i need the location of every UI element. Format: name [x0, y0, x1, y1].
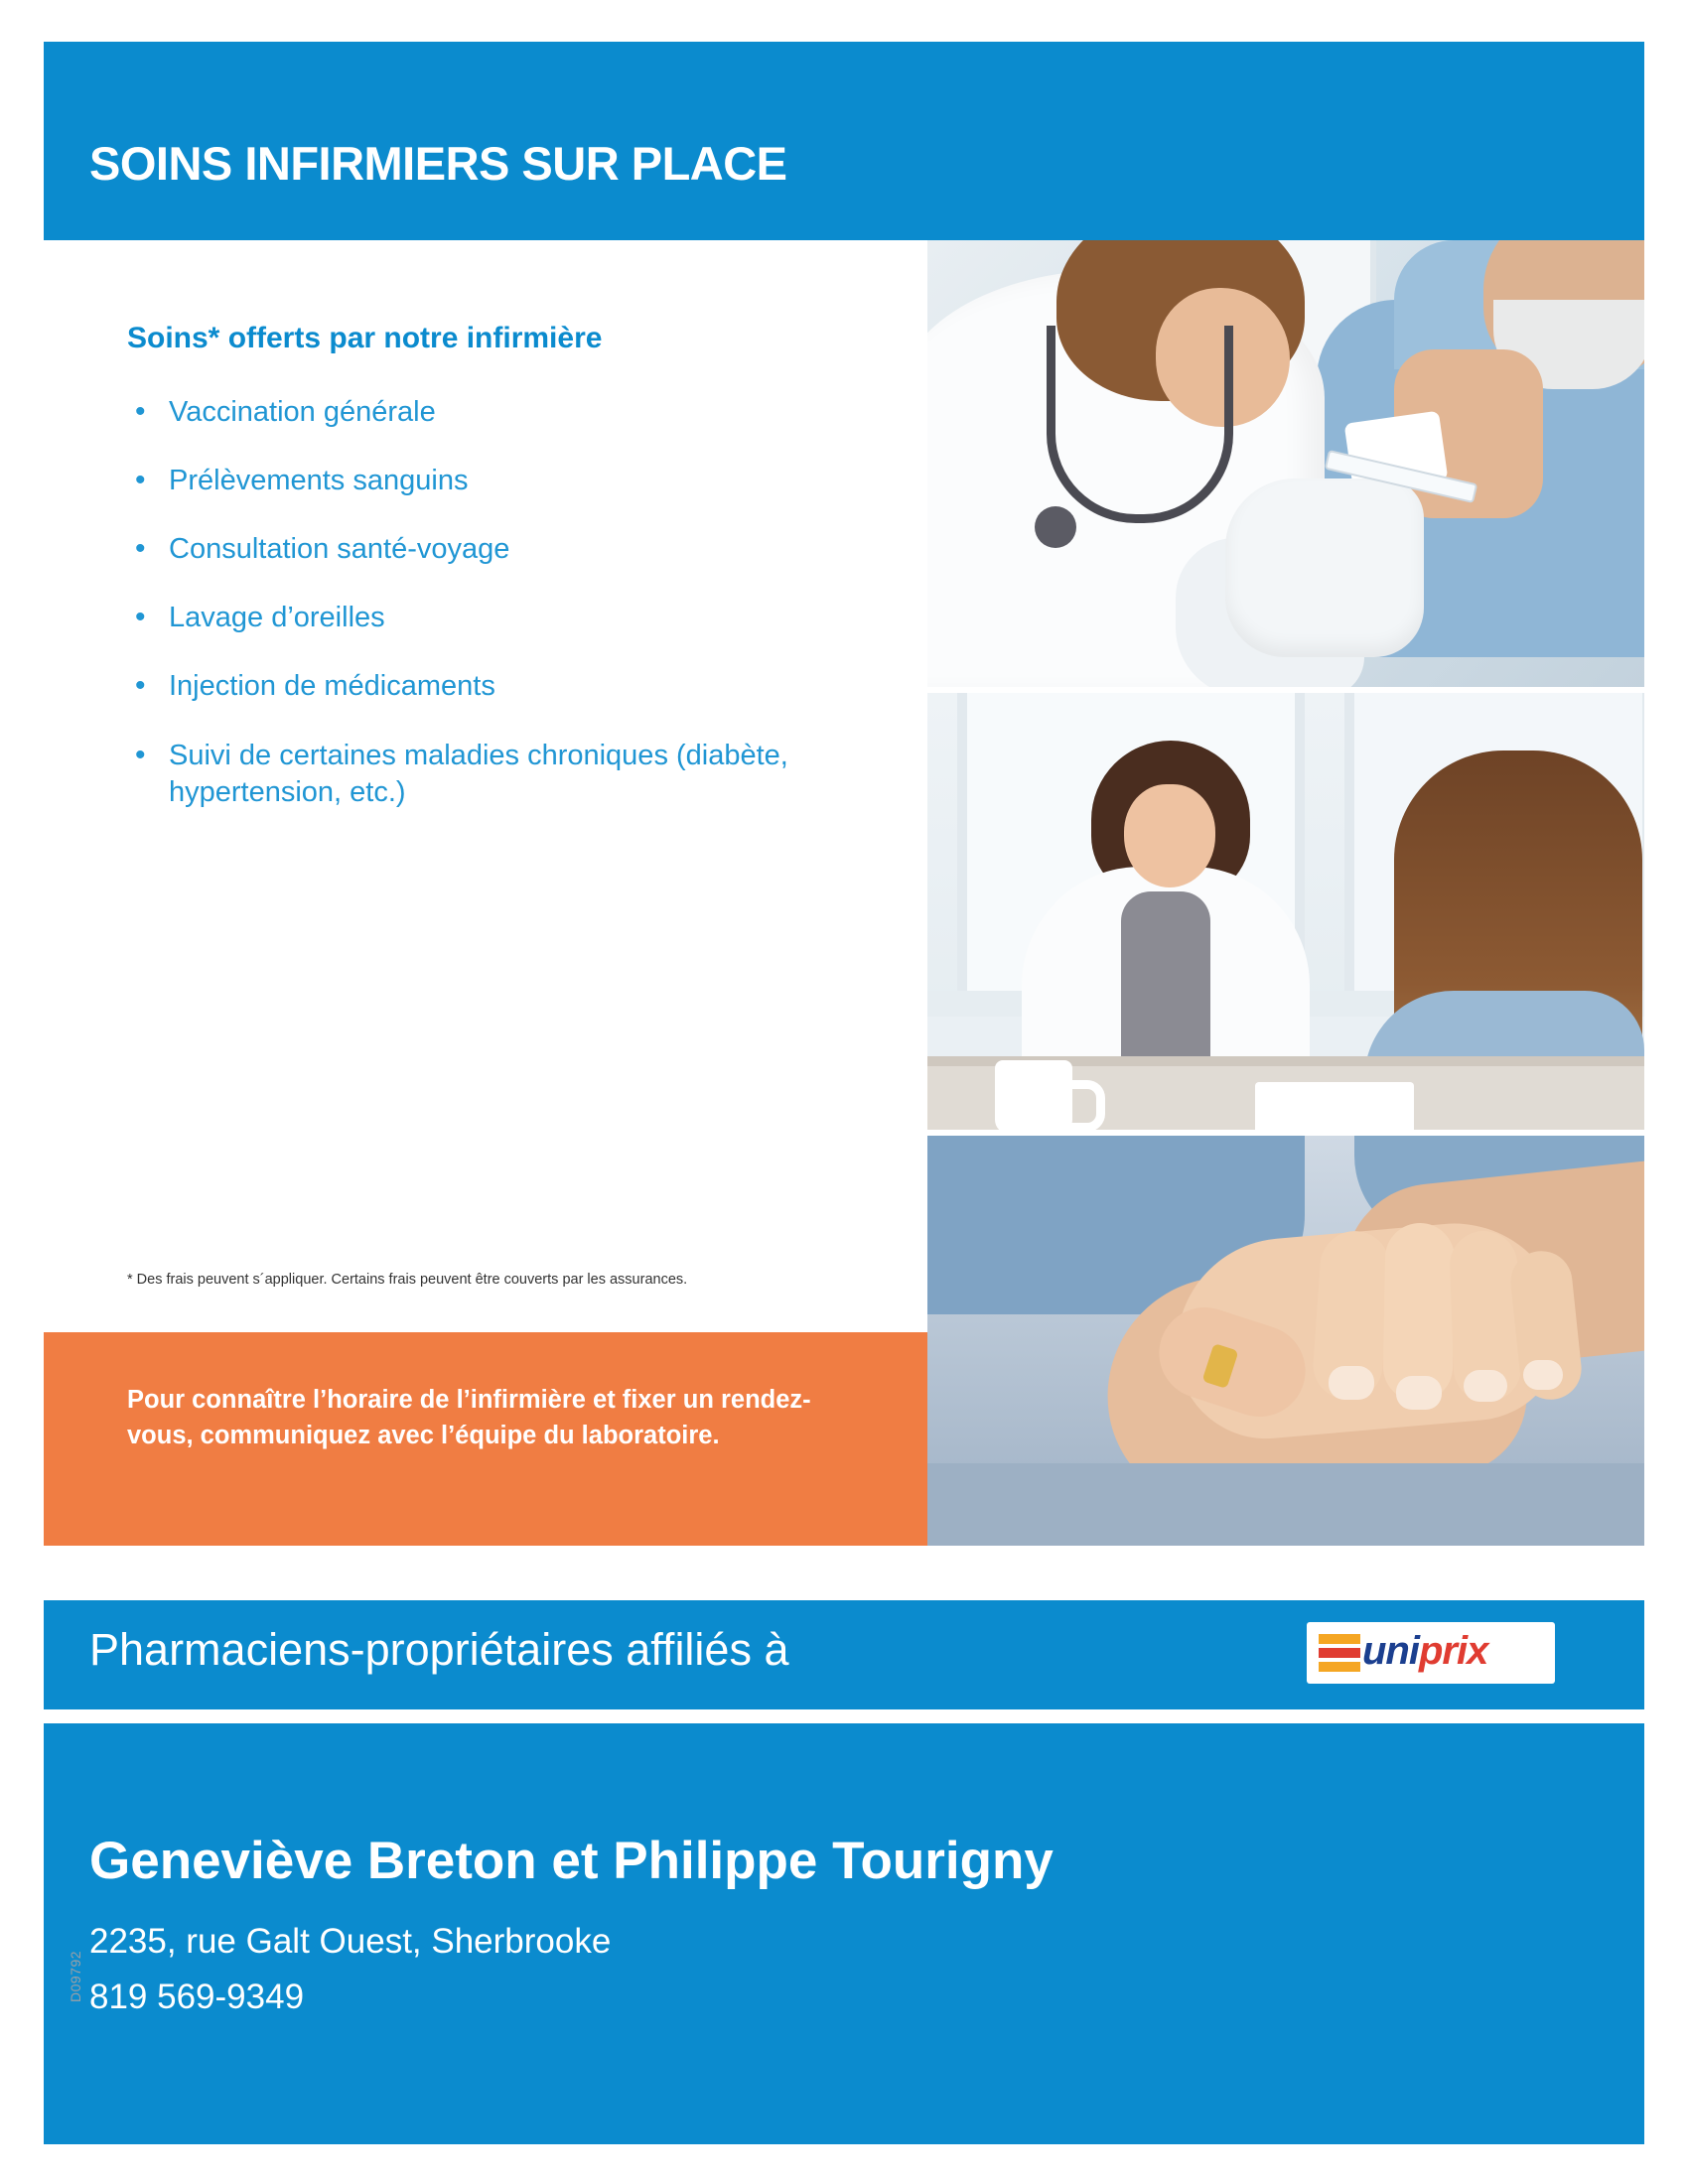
nurse-consulting-patient-photo: [927, 693, 1644, 1130]
services-list: [127, 394, 882, 843]
fingernail-shape-2: [1396, 1376, 1442, 1410]
logo-stripes-icon: [1319, 1634, 1360, 1672]
address-line: 2235, rue Galt Ouest, Sherbrooke: [89, 1922, 612, 1961]
logo-word-prix: prix: [1418, 1629, 1488, 1673]
pharmacists-names: Geneviève Breton et Philippe Tourigny: [89, 1832, 1054, 1890]
gloved-hand-shape: [1225, 478, 1424, 657]
mug-shape: [995, 1060, 1072, 1130]
footer-block: [44, 1723, 1644, 2144]
services-heading: Soins* offerts par notre infirmière: [127, 322, 603, 354]
nurse-face-shape: [1124, 784, 1215, 887]
fingernail-shape-1: [1329, 1366, 1374, 1400]
document-code: D09792: [68, 1950, 83, 2002]
notepad-shape: [1255, 1082, 1414, 1130]
phone-number[interactable]: 819 569-9349: [89, 1978, 305, 2016]
list-item: [127, 600, 882, 636]
page-title: SOINS INFIRMIERS SUR PLACE: [89, 137, 787, 190]
list-item: [127, 738, 882, 811]
nurse-giving-injection-photo: [927, 240, 1644, 687]
list-item-label: Prélèvements sanguins: [169, 465, 469, 497]
list-item-label: Suivi de certaines maladies chroniques (diabète, hypertension, etc.): [169, 739, 788, 808]
bullet-icon: •: [135, 738, 146, 771]
bullet-icon: •: [135, 395, 146, 428]
affiliation-band: [44, 1600, 1644, 1709]
logo-word-uni: uni: [1362, 1629, 1419, 1673]
affiliation-text: Pharmaciens-propriétaires affiliés à: [89, 1624, 789, 1675]
stethoscope-icon: [1047, 326, 1233, 523]
list-item: [127, 463, 882, 499]
list-item: [127, 668, 882, 705]
logo-wordmark: [1362, 1629, 1487, 1674]
footnote: * Des frais peuvent s´appliquer. Certains frais peuvent être couverts par les assurances.: [127, 1272, 688, 1288]
stethoscope-head-icon: [1035, 506, 1076, 548]
nurse-top-shape: [1121, 891, 1210, 1065]
list-item-label: Vaccination générale: [169, 396, 436, 428]
fingernail-shape-3: [1464, 1370, 1507, 1402]
uniprix-logo: [1307, 1622, 1555, 1684]
photo-lower-background: [927, 1463, 1644, 1546]
callout-text: Pour connaître l’horaire de l’infirmière et fixer un rendez-vous, communiquez avec l’équipe du laboratoire.: [127, 1386, 811, 1450]
callout-box: [44, 1332, 927, 1546]
bullet-icon: •: [135, 464, 146, 497]
bullet-icon: •: [135, 532, 146, 566]
header-bar: [44, 42, 1644, 240]
poster: [44, 42, 1644, 2144]
list-item-label: Lavage d’oreilles: [169, 602, 385, 634]
hands-held-together-photo: [927, 1136, 1644, 1546]
fingernail-shape-4: [1523, 1360, 1563, 1390]
list-item: [127, 394, 882, 431]
bullet-icon: •: [135, 601, 146, 634]
bullet-icon: •: [135, 669, 146, 703]
list-item: [127, 531, 882, 568]
list-item-label: Consultation santé-voyage: [169, 533, 510, 566]
list-item-label: Injection de médicaments: [169, 670, 495, 703]
